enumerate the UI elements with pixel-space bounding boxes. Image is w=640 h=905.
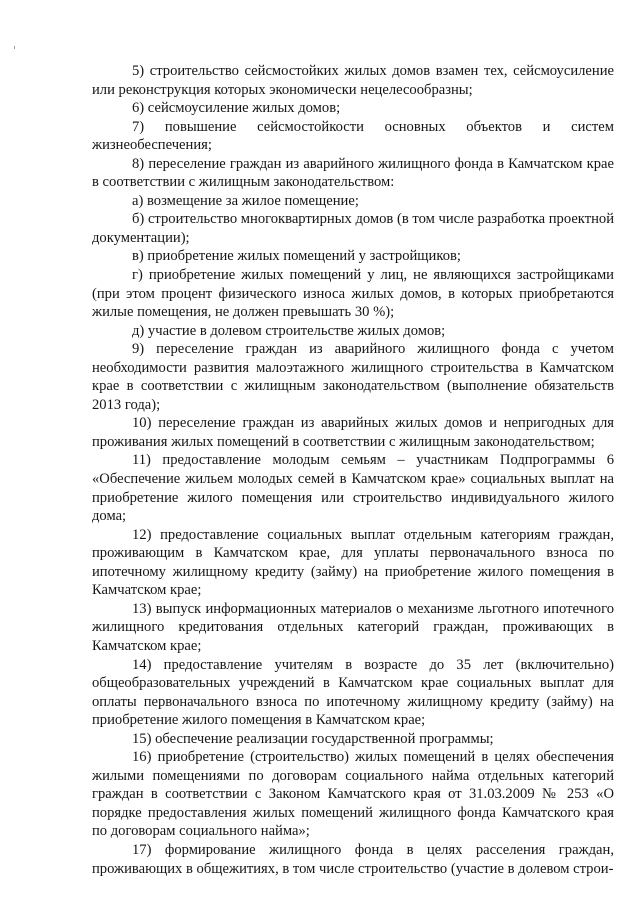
list-subitem-b: б) строительство многоквартирных домов (в том числе разработка проектной документации); bbox=[92, 211, 614, 246]
list-item-12: 12) предоставление социальных выплат отдельным категориям граждан, проживающим в Камчатском крае, для уплаты первоначального взноса по ипотечному жилищному кредиту (займу) на приобретение жилого помещения в Камчатском крае; bbox=[92, 526, 614, 599]
list-item-17: 17) формирование жилищного фонда в целях расселения граждан, проживающих в общежитиях, в том числе строительство (участие в долевом строи- bbox=[92, 841, 614, 877]
list-item-13: 13) выпуск информационных материалов о механизме льготного ипотечного жилищного кредитования отдельных категорий граждан, проживающих в Камчатском крае; bbox=[92, 600, 614, 654]
list-subitem-v: в) приобретение жилых помещений у застройщиков; bbox=[132, 248, 461, 265]
scan-speck bbox=[14, 46, 15, 49]
list-item-9: 9) переселение граждан из аварийного жилищного фонда с учетом необходимости развития малоэтажного жилищного строительства в Камчатском крае в соответствии с жилищным законодательством (выполнение обязательств 2013 года); bbox=[92, 341, 614, 413]
list-item-15: 15) обеспечение реализации государственной программы; bbox=[132, 730, 494, 747]
list-item-10: 10) переселение граждан из аварийных жилых домов и непригодных для проживания жилых помещений в соответствии с жилищным законодательством; bbox=[92, 415, 614, 450]
list-subitem-g: г) приобретение жилых помещений у лиц, не являющихся застройщиками (при этом процент физического износа жилых домов, в которых приобретаются жилые помещения, не должен превышать 30 %); bbox=[92, 267, 614, 321]
list-subitem-a: а) возмещение за жилое помещение; bbox=[132, 192, 359, 209]
list-item-16: 16) приобретение (строительство) жилых помещений в целях обеспечения жилыми помещениями по договорам социального найма отдельных категорий граждан в соответствии с Законом Камчатского края от 31.03.2009 № 253 «О порядке предоставления жилых помещений жилищного фонда Камчатского края по договорам социального найма»; bbox=[92, 749, 614, 840]
list-item-8: 8) переселение граждан из аварийного жилищного фонда в Камчатском крае в соответствии с жилищным законодательством: bbox=[92, 155, 614, 191]
list-item-6: 6) сейсмоусиление жилых домов; bbox=[132, 100, 341, 117]
list-item-14: 14) предоставление учителям в возрасте до 35 лет (включительно) общеобразовательных учреждений в Камчатском крае социальных выплат для оплаты первоначального взноса по ипотечному жилищному кредиту (займу) на приобретение жилого помещения в Камчатском крае; bbox=[92, 656, 614, 729]
list-item-7: 7) повышение сейсмостойкости основных объектов и систем жизнеобеспечения; bbox=[92, 118, 614, 154]
list-item-5: 5) строительство сейсмостойких жилых домов взамен тех, сейсмоусиление или реконструкция которых экономически нецелесообразны; bbox=[92, 63, 614, 98]
list-item-11: 11) предоставление молодым семьям – участникам Подпрограммы 6 «Обеспечение жильем молодых семей в Камчатском крае» социальных выплат на приобретение жилого помещения или строительство индивидуального жилого дома; bbox=[92, 452, 614, 525]
document-body bbox=[92, 62, 614, 878]
list-subitem-d: д) участие в долевом строительстве жилых домов; bbox=[132, 322, 446, 339]
